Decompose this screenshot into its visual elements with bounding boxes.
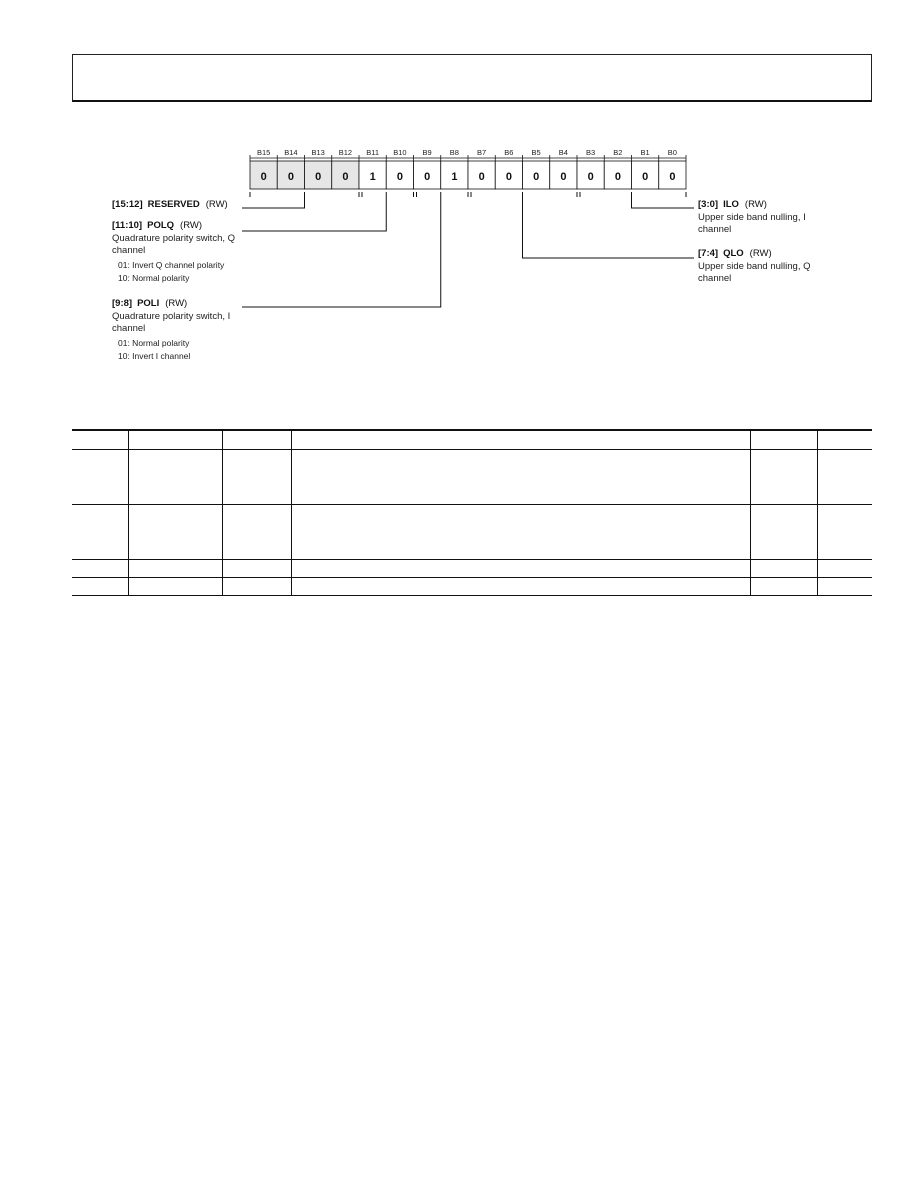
table-header-cell [72, 430, 128, 450]
field-description: channel [698, 273, 732, 284]
table-row [72, 505, 872, 560]
table-cell [750, 578, 817, 596]
leader-polq [242, 192, 386, 231]
bit-value: 0 [396, 171, 403, 183]
bit-label: B15 [256, 148, 271, 157]
bit-value: 0 [587, 171, 594, 183]
register-table [72, 429, 872, 596]
bit-label: B11 [366, 148, 380, 157]
leader-poli [242, 192, 441, 307]
table-header-cell [817, 430, 872, 450]
table-header-cell [128, 430, 222, 450]
bit-label: B14 [284, 148, 298, 157]
field-description: Quadrature polarity switch, Q [112, 233, 236, 244]
table-header-row [72, 430, 872, 450]
field-access: (RW) [749, 248, 772, 259]
table-cell [817, 505, 872, 560]
bit-value: 0 [342, 171, 349, 183]
bit-value: 0 [642, 171, 649, 183]
bit-row [250, 148, 686, 189]
leader-reserved [242, 192, 305, 208]
table-cell [750, 505, 817, 560]
table-cell [128, 450, 222, 505]
bit-label: B3 [586, 148, 596, 157]
bit-value: 0 [614, 171, 621, 183]
bit-value: 0 [287, 171, 294, 183]
table-cell [72, 450, 128, 505]
field-option: 10: Normal polarity [118, 273, 190, 283]
field-description: channel [112, 323, 146, 334]
table-header-cell [291, 430, 750, 450]
field-description: channel [112, 245, 146, 256]
table-cell [222, 560, 291, 578]
table-cell [128, 578, 222, 596]
field-name: RESERVED [147, 199, 200, 210]
bit-label: B8 [449, 148, 459, 157]
field-range: [15:12] [112, 199, 143, 210]
bit-value: 0 [478, 171, 485, 183]
field-description: Quadrature polarity switch, I [112, 311, 231, 322]
table-row [72, 450, 872, 505]
table-header-cell [750, 430, 817, 450]
table-cell [817, 578, 872, 596]
bit-label: B2 [613, 148, 623, 157]
bit-value: 0 [315, 171, 322, 183]
field-heading [112, 199, 228, 210]
table-cell [222, 505, 291, 560]
field-range: [3:0] [698, 199, 719, 210]
field-description: Upper side band nulling, Q [698, 261, 811, 272]
bit-label: B1 [640, 148, 650, 157]
table-cell [72, 505, 128, 560]
bit-value: 0 [424, 171, 431, 183]
field-access: (RW) [180, 220, 203, 231]
bit-value: 1 [451, 171, 458, 183]
bit-label: B6 [504, 148, 514, 157]
bit-label: B13 [311, 148, 325, 157]
field-heading [112, 220, 202, 231]
field-heading [698, 248, 772, 259]
field-name: QLO [723, 248, 744, 259]
leader-qlo [523, 192, 695, 258]
bit-label: B0 [667, 148, 677, 157]
bit-value: 0 [260, 171, 267, 183]
table-cell [817, 450, 872, 505]
field-descriptions [112, 199, 811, 361]
bit-value: 1 [369, 171, 376, 183]
bit-label: B5 [531, 148, 541, 157]
field-access: (RW) [165, 298, 188, 309]
field-leader-lines [242, 192, 694, 307]
table-cell [222, 450, 291, 505]
table-cell [291, 560, 750, 578]
table-cell [291, 450, 750, 505]
field-option: 01: Normal polarity [118, 338, 190, 348]
register-bit-diagram [0, 0, 918, 400]
field-name: POLI [137, 298, 160, 309]
bit-value: 0 [560, 171, 567, 183]
bit-value: 0 [669, 171, 676, 183]
leader-ilo [632, 192, 695, 208]
field-heading [112, 298, 187, 309]
field-range: [11:10] [112, 220, 143, 231]
bit-label: B9 [422, 148, 432, 157]
bit-value: 0 [505, 171, 512, 183]
table-row [72, 578, 872, 596]
table-row [72, 560, 872, 578]
field-access: (RW) [205, 199, 228, 210]
table-cell [750, 450, 817, 505]
bit-label: B12 [338, 148, 353, 157]
field-description: channel [698, 224, 732, 235]
bit-label: B7 [477, 148, 487, 157]
table-cell [222, 578, 291, 596]
field-description: Upper side band nulling, I [698, 212, 806, 223]
field-access: (RW) [744, 199, 767, 210]
table-cell [291, 578, 750, 596]
table-cell [128, 560, 222, 578]
table-cell [72, 578, 128, 596]
bit-label: B10 [393, 148, 407, 157]
bit-value: 0 [533, 171, 540, 183]
field-name: POLQ [147, 220, 175, 231]
field-heading [698, 199, 767, 210]
field-range: [9:8] [112, 298, 133, 309]
field-option: 10: Invert I channel [118, 351, 191, 361]
table-cell [817, 560, 872, 578]
table-cell [291, 505, 750, 560]
field-name: ILO [723, 199, 739, 210]
table-cell [128, 505, 222, 560]
table-header-cell [222, 430, 291, 450]
bit-label: B4 [558, 148, 568, 157]
table-cell [750, 560, 817, 578]
table-cell [72, 560, 128, 578]
field-option: 01: Invert Q channel polarity [118, 260, 225, 270]
field-range: [7:4] [698, 248, 719, 259]
